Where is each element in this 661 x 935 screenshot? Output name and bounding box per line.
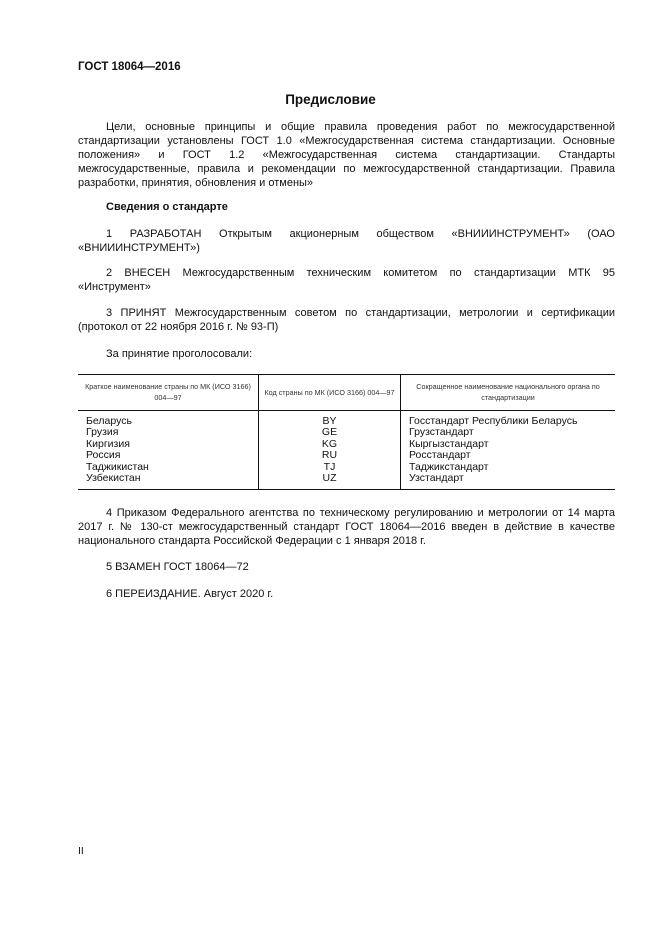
- country-name: Россия: [86, 449, 121, 462]
- table-row: [78, 411, 615, 490]
- country-code: UZ: [322, 472, 337, 485]
- country-name: Киргизия: [86, 437, 130, 450]
- standards-body: Госстандарт Республики Беларусь: [409, 415, 578, 427]
- country-code: BY: [322, 415, 337, 427]
- standards-body: Грузстандарт: [409, 426, 474, 439]
- standards-body: Таджикстандарт: [409, 460, 489, 473]
- country-code: GE: [321, 426, 338, 439]
- header-country-name: Краткое наименование страны по МК (ИСО 3166) 004—97: [78, 375, 259, 411]
- header-country-code: Код страны по МК (ИСО 3166) 004—97: [259, 375, 401, 411]
- item-reissue: 6 ПЕРЕИЗДАНИЕ. Август 2020 г.: [106, 588, 274, 600]
- country-name: Таджикистан: [86, 460, 149, 473]
- intro-paragraph: Цели, основные принципы и общие правила проведения работ по межгосударственной стандартизации установлены ГОСТ 1.0 «Межгосударственная система стандартизации. Основные положения» и ГОСТ 1.2 «Межгосударственная система стандартизации. Стандарты межгосударственные, правила и рекомендации по межгосударственной стандартизации. Правила разработки, принятия, обновления и отмены»: [78, 121, 615, 189]
- country-name: Беларусь: [86, 415, 132, 427]
- voting-countries-table: [78, 374, 615, 490]
- country-code: KG: [321, 437, 338, 450]
- standards-body: Кыргызстандарт: [409, 437, 489, 450]
- standards-body: Узстандарт: [409, 472, 464, 485]
- standards-body: Росстандарт: [409, 449, 471, 462]
- page-number: II: [78, 845, 84, 857]
- header-standards-body: Сокращенное наименование национального органа по стандартизации: [401, 375, 616, 411]
- country-code: TJ: [323, 460, 336, 473]
- item-introduced: 2 ВНЕСЕН Межгосударственным техническим комитетом по стандартизации МТК 95 «Инструмент»: [78, 267, 615, 293]
- info-heading: Сведения о стандарте: [106, 201, 228, 213]
- country-code: RU: [321, 449, 338, 462]
- item-replaces: 5 ВЗАМЕН ГОСТ 18064—72: [106, 561, 249, 573]
- voted-label: За принятие проголосовали:: [106, 348, 253, 360]
- table-header-row: [78, 375, 615, 411]
- country-name: Узбекистан: [86, 472, 141, 485]
- item-developed: 1 РАЗРАБОТАН Открытым акционерным обществом «ВНИИИНСТРУМЕНТ» (ОАО «ВНИИИНСТРУМЕНТ»): [78, 228, 615, 254]
- country-codes-cell: [259, 411, 401, 490]
- country-names-cell: [78, 411, 259, 490]
- standards-bodies-cell: [401, 411, 616, 490]
- country-name: Грузия: [86, 426, 119, 439]
- page-title: Предисловие: [285, 92, 376, 107]
- item-order: 4 Приказом Федерального агентства по техническому регулированию и метрологии от 14 марта 2017 г. № 130-ст межгосударственный стандарт ГОСТ 18064—2016 введен в действие в качестве национального стандарта Российской Федерации с 1 января 2018 г.: [78, 507, 615, 547]
- standard-code-header: ГОСТ 18064—2016: [78, 61, 181, 73]
- item-adopted: 3 ПРИНЯТ Межгосударственным советом по стандартизации, метрологии и сертификации (протокол от 22 ноября 2016 г. № 93-П): [78, 307, 615, 333]
